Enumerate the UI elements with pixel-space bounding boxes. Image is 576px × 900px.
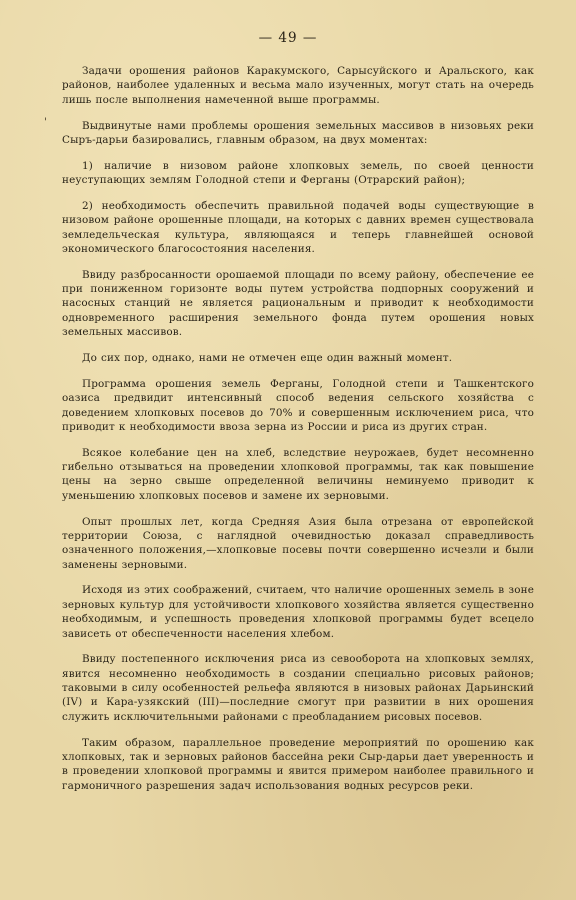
list-item-2: 2) необходимость обеспечить правильной подачей воды существующие в низовом районе орошенные площади, на которых с давних времен существовала земледельческая культура, являющаяся и теперь главнейшей основой экономического благосостояния населения. <box>62 199 534 255</box>
paragraph-6: Всякое колебание цен на хлеб, вследствие неурожаев, будет несомненно гибельно отзываться на проведении хлопковой программы, так как повышение цены на зерно свыше определенной величины неминуемо приводит к уменьшению хлопковых посевов и замене их зерновыми. <box>62 446 534 502</box>
paragraph-8: Исходя из этих соображений, считаем, что наличие орошенных земель в зоне зерновых культур для устойчивости хлопкового хозяйства является существенно необходимым, и успешность проведения хлопковой программы будет всецело зависеть от обеспеченности населения хлебом. <box>62 584 534 640</box>
paragraph-5: Программа орошения земель Ферганы, Голодной степи и Ташкентского оазиса предвидит интенсивный способ ведения сельского хозяйства с доведением хлопковых посевов до 70% и совершенным исключением риса, что приводит к необходимости ввоза зерна из России и риса из других стран. <box>62 377 534 433</box>
paragraph-4: До сих пор, однако, нами не отмечен еще один важный момент. <box>82 352 453 364</box>
margin-mark: ' <box>44 117 47 128</box>
paragraph-2: Выдвинутые нами проблемы орошения земельных массивов в низовьях реки Сыръ-дарьи базировались, главным образом, на двух моментах: <box>62 119 534 146</box>
paragraph-10: Таким образом, параллельное проведение мероприятий по орошению как хлопковых, так и зерновых районов бассейна реки Сыр-дарьи дает уверенность и в проведении хлопковой программы и явится примером наиболее правильного и гармоничного разрешения задач использования водных ресурсов реки. <box>62 736 534 792</box>
page-number: — 49 — <box>258 30 318 46</box>
paragraph-1: Задачи орошения районов Каракумского, Сарысуйского и Аральского, как районов, наиболее удаленных и весьма мало изученных, могут стать на очередь лишь после выполнения намеченной выше программы. <box>62 65 534 106</box>
body-text <box>62 64 534 804</box>
paragraph-9: Ввиду постепенного исключения риса из севооборота на хлопковых землях, явится несомненно необходимость в создании специально рисовых районов; таковыми в силу особенностей рельефа являются в низовых районах Дарьинский (IV) и Кара-узякский (III)—последние смогут при развитии в них орошения служить исключительными районами с преобладанием рисовых посевов. <box>62 653 534 723</box>
paragraph-3: Ввиду разбросанности орошаемой площади по всему району, обеспечение ее при пониженном горизонте воды путем устройства подпорных сооружений и насосных станций не является рациональным и приводит к необходимости одновременного расширения земельного фонда путем орошения новых земельных массивов. <box>62 268 534 339</box>
paragraph-7: Опыт прошлых лет, когда Средняя Азия была отрезана от европейской территории Союза, с наглядной очевидностью доказал справедливость означенного положения,—хлопковые посевы почти совершенно исчезли и были заменены зерновыми. <box>62 515 534 571</box>
list-item-1: 1) наличие в низовом районе хлопковых земель, по своей ценности неуступающих землям Голодной степи и Ферганы (Отрарский район); <box>62 159 534 187</box>
